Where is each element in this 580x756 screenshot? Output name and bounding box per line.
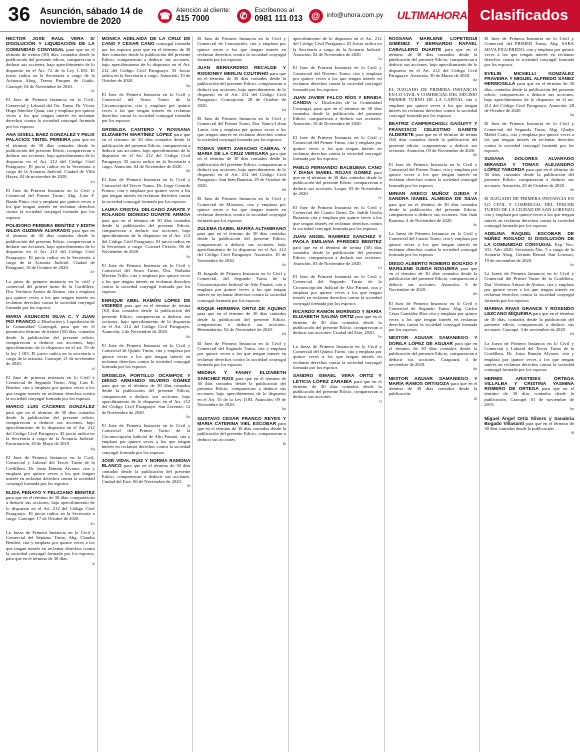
legal-notice <box>6 36 95 94</box>
legal-notice <box>484 196 574 228</box>
notice-body: para que en el término de 30 días contados desde la publicación. <box>388 380 478 397</box>
column-1 <box>6 36 98 752</box>
whatsapp-icon: ✆ <box>237 9 251 23</box>
legal-notice <box>197 146 286 194</box>
legal-notice <box>484 341 574 373</box>
notice-body: para que en el término de 30 días contados desde la publicación del presente Edicto, comparezcan a deducir sus acciones. Ciudad del Este, 2020. <box>292 314 382 336</box>
notice-code: 7d <box>377 265 382 270</box>
notice-code: 8f <box>474 396 478 401</box>
notice-code: 9a <box>569 113 574 118</box>
notice-body: El Juez de Primera Instancia en lo Civil y Comercial de Quinto Turno, cita y emplaza por quince veces a los que tengan interés en reclamar derechos contra la sociedad conyugal formada por los esposos <box>101 343 191 370</box>
legal-notice <box>102 373 191 421</box>
legal-notice <box>293 309 382 341</box>
legal-notice <box>6 132 95 185</box>
notice-body: El Juez de Primera Instancia en lo Civil y Comercial del Primer Turno, cita y emplaza por quince veces a los que tengan interés en reclamar derechos contra la sociedad conyugal formada por los esposos <box>292 135 382 162</box>
notice-body: El Juez de Primera Instancia en lo Civil y Comercial del Segundo Turno, cita y emplaza por quince veces a los que tengan interés en reclamar derechos contra la sociedad conyugal formada por los esposos <box>197 340 286 367</box>
notice-parties: ADELINA RAQUEL ESCOBAR DE NÚÑEZ ROGADO S/ DISOLUCIÓN DE LA COMUNIDAD CONYUGAL <box>484 231 574 247</box>
notice-body: La Jueza de Primera Instancia en lo Civil y Comercial del Primer Turno de la Cordillera, Dra. Verónica Armoa de Alonso, cita y emplaza por quince veces a los que tengan interés en reclamar derechos contra la sociedad conyugal formada por los esposos <box>484 271 574 303</box>
legal-notice <box>102 298 191 340</box>
notice-body: apercibimiento de lo dispuesto en el Art. 212 del Código Civil Paraguayo. El Juicio radica en la Secretaría a cargo de la Actuaria Judicial. Asunción, 02 de Noviembre de 2020. <box>292 36 382 57</box>
column-5 <box>389 36 481 752</box>
column-3 <box>197 36 289 752</box>
notice-body: El Juez de Primera Instancia en lo Civil y Comercial del Noveno Turno, cita y emplaza por quince veces a los que tengan interés en reclamar derechos contra la sociedad conyugal formada por los esposos <box>292 65 382 92</box>
notice-code: 4g <box>90 446 95 451</box>
notice-code: 9c <box>569 262 574 267</box>
legal-notice <box>293 274 382 306</box>
legal-notice <box>389 36 478 84</box>
notice-body: La Jueza de Primera Instancia en lo Civil y Comercial del Cuarto Turno, cita y emplaza por quince veces a los que tengan interés en reclamar derechos contra la sociedad conyugal formada por los esposos <box>388 231 478 258</box>
notice-code: 4d <box>90 179 95 184</box>
notice-parties: JUAN JAVIER FALCO RÍOS Y ERNIDA CANDIA <box>292 94 382 106</box>
notice-code: 4c <box>90 88 95 93</box>
notice-parties: RICARDO RAMÓN MORÍNIGO Y MARÍA ELIZABETH SALINA ORTIZ <box>292 308 382 320</box>
notice-parties: GRISELDA PORTILLO OCAMPOS Y DIEGO ARMANDO SILVERO GÓMEZ <box>101 372 191 383</box>
notice-code: 6a <box>281 107 286 112</box>
legal-notice <box>389 376 478 402</box>
notice-body: para que en el término de 30 días contados desde la publicación del presente Edicto, comparezcan a deducir sus acciones. Caaguazú, 4 de noviembre de 2020. <box>388 340 478 367</box>
notice-parties: MONICA ADELAIDA DE LA CRUZ DE CANO Y CESAR CANO <box>101 36 191 47</box>
legal-notice <box>6 223 95 276</box>
notice-body: El Juez de Primera Instancia en lo Civil y Comercial del Sexto Turno de la Circunscripción, cita y emplaza por quince veces a los que tengan interés en reclamar derechos contra la sociedad conyugal formada por los esposos <box>101 91 191 124</box>
notice-parties: ZULEMA ISABEL MARRA ALTAMIRANO <box>197 225 286 231</box>
legal-notice <box>389 191 478 228</box>
notice-code: 9b <box>569 188 574 193</box>
legal-notice <box>484 156 574 193</box>
notice-parties: MARINA RIVAS GRANCE Y ROSENDO LEZCANO MIQUEIRA <box>484 305 574 317</box>
notice-body: El Juez de Primera Instancia en lo Civil y Comercial del Tercer Turno, Dr. Jorge Gerardo Franco, cita y emplaza por quince veces a los que tengan interés en reclamar derechos contra la sociedad conyugal formada por los esposos <box>101 177 191 204</box>
notice-body: para que en el término de 30 días contados desde la publicación del presente Edicto, comparezcan a deducir sus acciones. San Juan Bautista, 4 de Noviembre de 2020. <box>388 201 478 223</box>
contact-write-number: 0981 111 013 <box>254 14 303 23</box>
legal-notice <box>102 207 191 260</box>
notice-code: 8a <box>473 78 478 83</box>
notice-parties: ANA GISELL BAEZ GONZALEZ Y FELIX PALACIOS TINTEL PEREIRA <box>6 132 95 143</box>
notice-code: 8c <box>473 222 478 227</box>
notice-body: para que en el término de 30 días contados desde la publicación del presente Edicto, comparezcan a deducir sus acciones. Ciudad del Este, 06 de Noviembre de 2020. <box>101 463 191 485</box>
legal-notice <box>197 416 286 448</box>
notice-body: El Juez de Primera Instancia en lo Civil y Comercial del Segundo Turno, Abg. Gladys Mabel Coito, cita y emplaza por quince veces a los que tengan interés en reclamar derechos contra la sociedad conyugal formada por los esposos <box>484 121 574 153</box>
legal-notice <box>197 65 286 113</box>
notice-body: para que en el término de 30 días contados desde la publicación del presente Edicto, comparezcan a deducir sus acciones, bajo apercibimiento de lo dispuesto en el Art. 212 del Código Civil Paraguayo. El juicio radica en la Secretaría a cargo. Asunción, 04 de Noviembre de 2020. <box>101 132 191 169</box>
contact-client-label: Atención al cliente: <box>176 7 231 14</box>
notice-body: El Juez de Primera Instancia en lo Civil y Comercial de Segundo Turno, Abg. Carlos César González Ríos cita y emplaza por quince veces a los que tengan interés en reclamar derechos contra la sociedad conyugal formada por los esposos <box>388 300 478 333</box>
notice-body: El Juez de Primera Instancia en lo Civil y Comercial de Concepción, cita y emplaza por quince veces a los que tengan interés en reclamar derechos contra la sociedad conyugal formada por los esposos <box>197 36 286 63</box>
notice-parties: HERMIS ARISTIDES ORTEGA VILLALBA Y CRISTINA YASMINA ROMERO DE ORTEGA <box>484 375 574 392</box>
notice-body: El Juez de Primera Instancia en lo Civil y Comercial de Misiones, cita y emplaza por quince veces a los que tengan interés en reclamar derechos contra la sociedad conyugal formada por los esposos <box>197 196 286 223</box>
notice-body: para que en el término de 30 días contados desde la publicación del presente edicto, comparezcan a deducir sus acciones, bajo apercibimiento de lo dispuesto en el Art. 212 del Código Civil Paraguayo. El juicio radica en la Secretaría a cargo de la Actuaria Judicial. Encarnación, 29 de Mayo de 2019. <box>6 409 95 447</box>
notice-code: 4i <box>91 561 95 566</box>
notice-body: EL JUZGADO DE PRIMERA INSTANCIA EN LO CIVIL Y COMERCIAL DEL DÉCIMO PRIMER TURNO DE LA CAPITAL cita y emplaza por quince veces a los que tengan interés en reclamar derechos contra la sociedad conyugal formada por los esposos <box>388 86 478 119</box>
legal-notice <box>293 165 382 202</box>
legal-notice <box>197 196 286 222</box>
notice-body: para que en el término de 30 días, contados desde la publicación del presente edicto, comparezcan a deducir sus acciones. Caacupé, 3 de noviembre de 2020. <box>484 311 574 333</box>
legal-notice <box>293 65 382 91</box>
notice-parties: NESTOR AGUIAR SAMANIEGO Y DORILA LÓPEZ DE AGUIAR <box>388 335 478 346</box>
notice-body: conyugal formada por los esposos para que en el término de 30 días contados desde la publicación del presente Edicto, comparezcan a deducir sus acciones, bajo apercibimiento de lo dispuesto en el Art. 212 del Código Civil Paraguayo. El Juicio radica en la Secretaría a cargo. Asunción, 19 de Octubre de 2020. <box>101 41 191 84</box>
notice-code: 9f <box>570 431 574 436</box>
notice-body: El Juez de primera instancia en lo Civil y Comercial de Segundo Turno, Abg. Luis E. Benítez, cita y emplaza por quince veces a los que tengan interés en reclamar derechos contra la sociedad conyugal formada por los esposos <box>6 374 95 401</box>
notice-body: El Juez de Primera Instancia en lo Civil, Comercial y Laboral del Ter. Turno, Dr. Víctor Hugo Sánchez Quan, cita y emplaza por quince veces a los que tengan interés en reclamar derechos contra la sociedad conyugal formada por los esposos <box>6 97 95 129</box>
notice-body: para que en el término de 30 días contados desde la publicación del presente Edicto, comparezcan a deducir sus acciones, bajo apercibimiento de lo dispuesto en el Art. 212 del Código Civil Paraguayo. El juicio radica en la Secretaría a cargo de la Actuaria Judicial. Ciudad de Paraguarí, 16 de Octubre de 2020. <box>6 228 95 271</box>
notice-code: 5c <box>186 254 191 259</box>
notice-body: para que en el término de 30 días contados desde la publicación del presente Edicto, comparezcan a deducir sus acciones. <box>292 378 382 400</box>
notice-body: El Juez de Primera Instancia en lo Civil y Comercial del Sexto Turno, Dra. Nathalia Moreno Trillo, cita y emplaza por quince veces a los que tengan interés en reclamar derechos contra la sociedad conyugal formada por los esposos <box>101 262 191 295</box>
notice-parties: JUAN BERNARDINO RECALDE Y RODIONEY MERLIN COUTINHO <box>197 65 286 76</box>
contact-client <box>158 7 231 24</box>
notice-body: Exp. Nro. 331, Año 2020. Secretaría Nro. 5 a cargo de la Actuaria Abog. Germán Bernal. San Lorenzo, 19 de noviembre de 2020. <box>484 241 574 263</box>
notice-body: para que en el término de 30 días contados desde la publicación del presente Edicto, comparezcan a deducir sus acciones. <box>197 420 286 442</box>
legal-notice <box>293 234 382 271</box>
legal-notice <box>293 36 382 62</box>
notice-body: para que en el término de treinta (30) días contados desde la publicación del presente edicto, comparezcan a deducir sus acciones. Asunción, 05 de Noviembre de 2020. <box>388 132 478 153</box>
page-number: 36 <box>8 4 31 26</box>
legal-notice <box>102 458 191 490</box>
notice-parties: BEATRIZ CAMPERCHIOLI GAGUITY Y FRANCISCO CELESTINO GANÉTE ALDERETE <box>388 121 478 138</box>
notice-body: El Juez de Primera Instancia en lo Civil y Comercial del Cuarto Turno, Dr. Judith Gisela Bozzano cita y emplaza por quince veces a los que tengan interés en reclamar derechos contra la sociedad conyugal formada por los esposos <box>292 204 382 231</box>
notice-parties: SANDRO ISMAEL VERA ORTIZ Y LETICIA LÓPEZ ZARABIA <box>292 373 382 384</box>
notice-body: El Juez de Primera Instancia en lo Civil y Comercial del Primer Turno de la Circunscripción Judicial de Alto Paraná, cita y emplaza por quince veces a los que tengan interés en reclamar derechos contra la sociedad conyugal formada por los esposos <box>101 423 191 455</box>
notice-code: 4e <box>90 270 95 275</box>
legal-notice <box>102 343 191 369</box>
notice-parties: NESTOR AGUIAR SAMANIEGO Y MARÍA RAMOS ORTIGOZA <box>388 375 478 386</box>
notice-code: 6d <box>281 332 286 337</box>
notice-code: 7e <box>377 335 382 340</box>
legal-notice <box>484 121 574 153</box>
legal-notice <box>293 344 382 370</box>
notice-parties: Miguel Ángel Ortiz Silvero y Sanabria Bogado Villasanti <box>484 415 574 426</box>
notice-body: El Juzgado de Primera Instancia en lo Civil y Comercial, del Segundo Turno de la Circunscripción Judicial de Alto Paraná, cita y emplaza por quince veces a los que tengan interés en reclamar derechos contra la sociedad conyugal formada por los esposos <box>197 271 286 303</box>
notice-code: 6c <box>281 262 286 267</box>
legal-notice <box>6 314 95 372</box>
legal-notice <box>389 335 478 372</box>
notice-body: para que en el término de treinta (30) días, contados desde la publicación del presente edicto, comparezcan a deducir sus acciones, bajo apercibimiento de lo dispuesto en el Art. 72 de la Ley 1.183. El juicio radica en la Secretaría a cargo de la Actuaria Abog. Teresa Pasquet de Guido. Caacupé, 04 de Noviembre de 2020. <box>6 46 95 89</box>
legal-notice <box>197 36 286 62</box>
legal-notice <box>389 301 478 333</box>
notice-body: para que en el término de treinta (30) días contados desde la publicación del presente Edicto, comparezcan a deducir sus acciones, bajo apercibimiento de lo dispuesto en el Art. 212 del Código Civil Paraguayo. Asunción, 2 de Noviembre de 2020. <box>101 302 191 335</box>
notice-code: 6e <box>281 407 286 412</box>
legal-notice <box>197 306 286 338</box>
legal-notice <box>197 226 286 268</box>
legal-notice <box>389 231 478 257</box>
legal-notice <box>484 71 574 119</box>
notice-body: para que en el término de 30 días contados desde la publicación del presente Edicto, comparezcan a deducir sus acciones, bajo apercibimiento de lo dispuesto en el Art. 212 del Código Civil Paraguayo. San Juan Bautista, 29 de Octubre de 2020. <box>197 150 286 188</box>
notice-body: s/ Disolución y Liquidación de la Comunidad Conyugal, para que en el perentorio término de treinta (30) días, contados desde la publicación del presente edicto, comparezcan a deducir sus acciones, bajo apercibimiento de lo dispuesto en el art. 55 de la ley 1.183. El juicio radica en la secretaría a cargo de la actuaria. Caacupé, 21 de noviembre de 2020. <box>6 318 95 367</box>
legal-notice <box>389 162 478 188</box>
notice-body: La jueza de primera instancia en lo civil y comercial del primer turno de la Cordillera, Dra. Verónica Armoa de Alonso, cita y emplaza por quince veces a los que tengan interés en reclamar derechos contra la sociedad conyugal formada por los esposos <box>6 278 95 311</box>
email-icon: @ <box>309 9 323 23</box>
column-6 <box>484 36 576 752</box>
notice-parties: JUAN ANGEL RAMIREZ SANCHEZ Y PAOLA EMILIANA PAREDES BENITEZ <box>292 234 382 245</box>
notice-code: 6b <box>281 188 286 193</box>
notice-code: 8d <box>473 292 478 297</box>
legal-notice <box>102 36 191 89</box>
notice-body: para que en el término de 30 días contados desde la publicación del presente Edicto, comparezcan a deducir sus acciones, bajo apercibimiento de lo dispuesto en el Art. 212 del Código Civil Paraguayo. Asunción, 30 de Marzo de 2020. <box>388 46 478 79</box>
legal-notice <box>6 375 95 401</box>
notice-code: 8e <box>473 367 478 372</box>
column-4 <box>293 36 385 752</box>
notice-code: 6f <box>282 442 286 447</box>
notice-body: para que en el término de 30 días contados desde la publicación del presente Edicto, comparezcan a deducir sus acciones, bajo apercibimiento de lo dispuesto en el Art. 212 del Código Civil Paraguayo. San Lorenzo, 12 de Noviembre de 2020. <box>101 383 191 415</box>
notice-parties: MARIA ASUNCION SILVA C. Y JUAN PIO FRANCO <box>6 313 95 324</box>
legal-notice <box>197 341 286 367</box>
legal-notice <box>293 95 382 132</box>
notice-parties: ROSSANA MARLENE LOPETEGUI GIMÉNEZ Y BERNARDO RAFAEL CABALLERO DUARTE <box>388 36 478 52</box>
notice-parties: PABLO FERNANDO BALBUENA CANO Y DIANA MABEL ROJAS GÓMEZ <box>292 164 382 175</box>
notice-body: La Jueza de Primera Instancia en lo Civil y Comercial del Séptimo Turno, Abg. Claudia Benítez, cita y emplaza por quince veces a los que tengan interés en reclamar derechos contra la sociedad conyugal formada por los esposos, para que en el término de 30 días. <box>6 529 95 562</box>
notice-parties: MIRIAN ARECO MUÑOZ OJEDA Y SANDRA ISABEL ALMEIDA DE SILVA <box>388 191 478 202</box>
legal-notice <box>293 135 382 161</box>
notice-body: para que en el término de 30 días, contados desde la publicación del presente Edicto, comparezcan a deducir sus acciones. Asunción, 29 de Octubre de 2020. <box>484 166 574 188</box>
notice-body: para que en el término de 30 días contados desde la publicación del presente Edicto, comparezcan a deducir sus acciones. Asunción, 6 de Noviembre de 2020. <box>388 265 478 293</box>
classifieds-columns <box>6 36 576 752</box>
legal-notice <box>389 261 478 298</box>
legal-notice <box>389 121 478 158</box>
notice-parties: GUSTAVO CESAR FRANCO REYES Y MARIA CATERINA VIEL ESCOBAR <box>197 415 286 426</box>
notice-code: 5b <box>186 169 191 174</box>
notice-body: para que en el término de 30 días contados desde la publicación del presente Edicto, comparezcan a deducir sus acciones, bajo apercibimiento de lo dispuesto en el Art. 212 del Código Civil Paraguayo. El juicio radica en la Secretaría a cargo de la Actuaria Judicial. Ciudad de Villa Hayes, 02 de noviembre de 2020. <box>6 137 95 180</box>
legal-notice <box>293 373 382 405</box>
contact-email <box>309 9 383 23</box>
legal-notice <box>197 370 286 412</box>
notice-body: para que en el término de 30 días contados desde la publicación del presente Edicto, comparezcan a deducir sus acciones, bajo apercibimiento de lo dispuesto en el Art. 212 del Código Civil Paraguayo. El juicio radica en la Secretaría a cargo. Coronel Oviedo, 06 de Noviembre de 2020. <box>101 217 191 255</box>
phone-icon: ☎ <box>159 10 171 21</box>
legal-notice <box>102 127 191 175</box>
notice-parties: TOMAS VERTI ZARACHO CABRAL Y MARIA DE LA CRUZ VERGARA <box>197 145 286 156</box>
legal-notice <box>6 188 95 220</box>
notice-body: para que en el término de 30 días contados desde la publicación del presente Edicto, comparezcan a deducir sus acciones, bajo apercibimiento de lo dispuesto en el Art. 212 del Código Civil Paraguayo. Asunción, 10 de Noviembre de 2020. <box>197 231 286 263</box>
legal-notice <box>293 205 382 231</box>
legal-notice <box>102 423 191 455</box>
legal-notice <box>102 177 191 203</box>
legal-notice <box>484 416 574 437</box>
legal-notice <box>484 231 574 268</box>
notice-body: La Jueza de Primera Instancia en lo Civil y Comercial y Laboral del Tercer Turno de la Cordillera, Dr. Justo Ramón Alvarez, cita y emplaza por quince veces a los que tengan interés en reclamar derechos contra la sociedad conyugal formada por los esposos <box>484 340 574 373</box>
legal-notice <box>6 279 95 311</box>
notice-body: s/ Disolución de la Comunidad Conyugal, para que en el término de 30 días contados desde la publicación del presente Edicto, comparezcan a deducir sus acciones. Asunción, 10 de Noviembre de 2020. <box>292 100 382 127</box>
notice-body: El JUZGADO DE PRIMERA INSTANCIA EN LO CIVIL Y COMERCIAL DEL TERCER TURNO DE LA CIUDAD DE SAN LORENZO cita y emplaza por quince veces a los que tengan interés en reclamar derechos contra la sociedad conyugal formada por los esposos <box>484 196 574 228</box>
contact-write <box>237 7 303 24</box>
notice-parties: LAURA CRISTAL DELGADO ZARATE Y ROLANDO DIONISIO DUARTE ARMOA <box>101 206 191 218</box>
notice-parties: ENRIQUE ABEL RAMÓN LÓPEZ DE VIDERÉS <box>101 297 191 308</box>
notice-body: para que en el término de 30 días, contados desde la publicación del presente edicto, comparezcan a deducir sus acciones, bajo apercibimiento de lo dispuesto en el art. 212 del Código Civil Paraguayo. Asunción, 28 de Octubre de 2020. <box>484 81 574 113</box>
notice-parties: GRISELDA CANTERO Y ROSSANA ELIZABETH MARTÍNEZ LÓPEZ <box>101 126 191 138</box>
notice-code: 4h <box>90 521 95 526</box>
notice-body: El Juez de Primera Instancia en lo Civil y Comercial del Primer Turno, Dra. Nancy Lilian Lamo, cita y emplaza por quince veces a los que tengan interés en reclamar derechos contra la sociedad conyugal formada por los esposos <box>197 116 286 143</box>
notice-body: La Jueza de Primera Instancia en lo Civil y Comercial del Quinto Turno, cita y emplaza por quince veces a los que tengan interés en reclamar derechos contra la sociedad conyugal formada por los esposos <box>292 343 382 370</box>
notice-parties: ROQUE HERMINIA ORTIZ DE AQUINO <box>197 305 286 311</box>
notice-body: El Juez de Primera Instancia en lo Civil y Comercial del Segundo Turno de la Circunscripción Judicial de Alto Paraná, cita y emplaza por quince veces a los que tengan interés en reclamar derechos contra la sociedad conyugal formada por los esposos <box>292 274 382 306</box>
notice-body: para que en el término de 30 días contados desde la publicación del presente Edicto, comparezcan a deducir sus acciones. Hernandarias, 02 de Noviembre de 2020. <box>197 311 286 333</box>
notice-parties: POLIDORO PEREIRA BENÍTEZ Y EDITH NILDA GUZMAN ALVARADO <box>6 222 95 234</box>
notice-body: El Juez de Primera Instancia en lo Civil y Comercial del PRIMER Turno, Abg. SARA SILVA FIGUEREDO, cita y emplaza por quince veces a los que tengan interés en reclamar derechos contra la sociedad conyugal formada por los esposos <box>484 36 574 68</box>
legal-notice <box>6 404 95 452</box>
notice-parties: DIEGO ALBERTO ROMERO BOGADO Y MARILENE OJEDA NOGUERA <box>388 260 478 271</box>
legal-notice <box>6 97 95 129</box>
legal-notice <box>6 455 95 487</box>
section-title: Clasificados <box>468 0 580 32</box>
notice-parties: HECTOR JOSE RAUL VERA S/ DISOLUCIÓN Y LIQUIDACIÓN DE LA COMUNIDAD CONYUGAL <box>6 36 95 52</box>
legal-notice <box>389 87 478 119</box>
notice-parties: ELIDA PENAYO Y FELICIANO BENITEZ <box>6 489 95 495</box>
legal-notice <box>102 92 191 124</box>
notice-body: para que en el término de 30 días contados desde la publicación del presente Edicto, comparezcan a deducir sus acciones, bajo apercibimiento de lo dispuesto en el Art. 212 del Código Civil Paraguayo. Concepción, 28 de Octubre de 2020. <box>197 70 286 108</box>
notice-code: 5f <box>187 484 191 489</box>
notice-parties: JOSÉ VIDAL RUIZ Y NORMA RAMONA BLANCO <box>101 457 191 469</box>
notice-body: El Juez de Primera Instancia en lo Civil y Comercial del Primer Turno, cita y emplaza por quince veces a los que tengan interés en reclamar derechos contra la sociedad conyugal formada por los esposos <box>388 161 478 188</box>
notice-parties: MEDINA Y FANNY ELIZABETH SANCHEZ RIOS <box>197 370 286 381</box>
notice-parties: SUSANA DOLORES ALVARADO MIRANDA Y TOMAS ALEJANDRO LÓPEZ TABORDA <box>484 156 574 172</box>
page-header <box>0 0 580 32</box>
notice-parties: MARCO LUIS CÁCERES GONZÁLEZ <box>6 404 95 410</box>
legal-notice <box>197 271 286 303</box>
notice-code: 5d <box>186 334 191 339</box>
legal-notice <box>484 271 574 303</box>
notice-body: para que en el término de 30 días contados desde la publicación del presente Edicto, comparezcan a deducir sus acciones, bajo apercibimiento de lo dispuesto en el Art. 55 de la Ley 1183. Asunción, 09 de Noviembre de 2020. <box>197 375 286 407</box>
notice-body: para que en el término de 30 días contados desde la publicación. Caacupé, 01 de noviembre de 2019. <box>484 386 574 407</box>
notice-code: 5a <box>186 83 191 88</box>
notice-code: 7c <box>377 196 382 201</box>
legal-notice <box>197 116 286 142</box>
contact-email-address: info@uhora.com.py <box>326 11 384 19</box>
notice-body: El Juez de Primera Instancia en lo Civil y Comercial del Primer Turno, Abg. Lino F. Bazán Pinto, cita y emplaza por quince veces a los que tengan interés en reclamar derechos contra la sociedad conyugal formada por los esposos <box>6 188 95 220</box>
notice-body: para que en el término de 30 días, comparezcan a deducir sus acciones, bajo apercibimiento de lo dispuesto en el Art. 212 del Código Civil Paraguayo. El juicio radica en la Secretaría a cargo. Caacupé, 17 de Octubre de 2020. <box>6 495 95 522</box>
legal-notice <box>6 530 95 567</box>
notice-body: para que en el término de 30 días contados desde la publicación del presente Edicto, comparezcan a deducir sus acciones. Luque, 03 de Noviembre de 2020. <box>292 169 382 197</box>
brand-logo: ULTIMAHORA <box>397 9 468 22</box>
issue-date: Asunción, sábado 14 de noviembre de 2020 <box>40 5 144 26</box>
notice-code: 9e <box>569 407 574 412</box>
notice-code: 7a <box>377 57 382 62</box>
notice-code: 7b <box>377 126 382 131</box>
legal-notice <box>484 376 574 413</box>
notice-code: 8b <box>473 153 478 158</box>
legal-notice <box>484 36 574 68</box>
contact-client-number: 415 7000 <box>176 14 210 23</box>
notice-code: 4f <box>91 366 95 371</box>
legal-notice <box>6 490 95 527</box>
column-2 <box>102 36 194 752</box>
notice-body: para que en el término de treinta (30) días contados desde la publicación del presente Edicto, comparezcan a deducir sus acciones. Asunción, 03 de Noviembre de 2020. <box>292 244 382 266</box>
notice-body: El Juez de Primera Instancia en lo Civil, Comercial y Laboral del Tercer Turno de la Cordillera, Dr. Justo Ramón Alvarez, cita y emplaza por quince veces a los que tengan interés en reclamar derechos contra la sociedad conyugal formada por los esposos <box>6 454 95 487</box>
notice-parties: EVELIN MICHELLI GONZÁLEZ FRAVEIRA Y MIGUEL ALFREDO SÁNEZ HERMOSILLA <box>484 70 574 87</box>
legal-notice <box>484 306 574 338</box>
legal-notice <box>102 263 191 295</box>
notice-code: 9d <box>569 332 574 337</box>
notice-code: 5e <box>186 414 191 419</box>
contact-write-label: Escríbenos al <box>254 7 294 14</box>
notice-code: 7f <box>378 399 382 404</box>
notice-body: para que en el término de 30 días contados desde la publicación. <box>484 420 574 432</box>
